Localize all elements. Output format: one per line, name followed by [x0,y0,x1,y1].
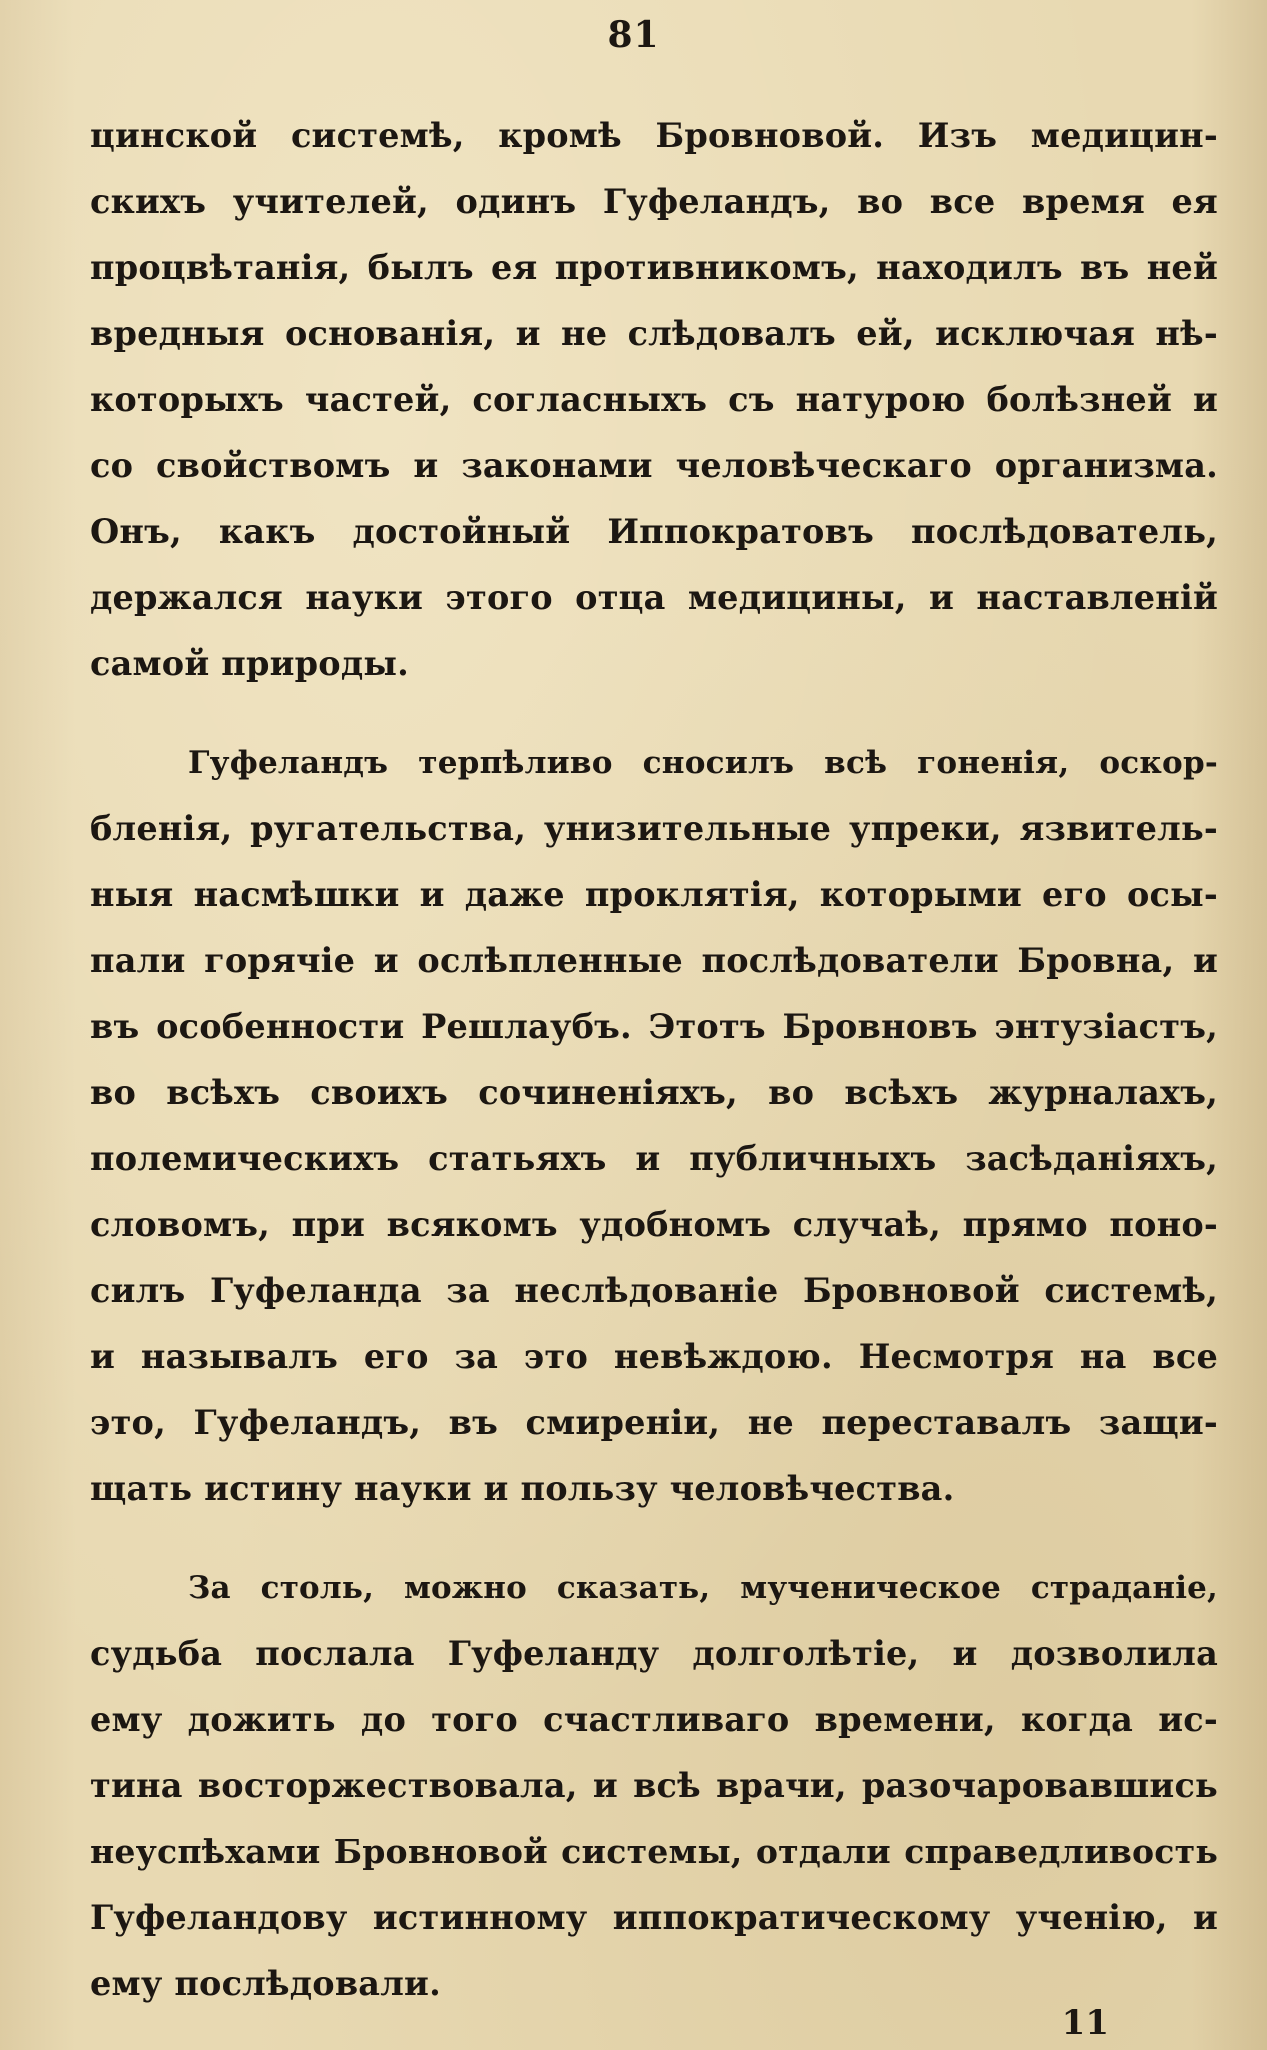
text-line: вредныя основанія, и не слѣдовалъ ей, исключая нѣ- [90,314,1218,353]
text-line: щать истину науки и пользу человѣчества. [90,1469,955,1508]
text-line: цинской системѣ, кромѣ Бровновой. Изъ медицин- [90,116,1218,155]
text-line: судьба послала Гуфеланду долголѣтіе, и дозволила [90,1634,1218,1673]
paragraph-gap [90,697,1218,730]
text-line: неуспѣхами Бровновой системы, отдали справедливость [90,1832,1218,1871]
text-line: бленія, ругательства, унизительные упреки, язвитель- [90,809,1218,848]
text-line: самой природы. [90,644,409,683]
text-line: Гуфеландъ терпѣливо сносилъ всѣ гоненія, оскор- [188,745,1218,781]
text-line: скихъ учителей, одинъ Гуфеландъ, во все время ея [90,182,1218,221]
text-line: это, Гуфеландъ, въ смиреніи, не переставалъ защи- [90,1403,1218,1442]
text-line: полемическихъ статьяхъ и публичныхъ засѣданіяхъ, [90,1139,1218,1178]
printer-signature-mark: 11 [1061,2003,1109,2043]
text-line: словомъ, при всякомъ удобномъ случаѣ, прямо поно- [90,1205,1218,1244]
text-line: и называлъ его за это невѣждою. Несмотря на все [90,1337,1218,1376]
page-number: 81 [607,14,660,56]
text-line: во всѣхъ своихъ сочиненіяхъ, во всѣхъ журналахъ, [90,1073,1218,1112]
text-line: Онъ, какъ достойный Иппократовъ послѣдователь, [90,512,1218,551]
text-line: ныя насмѣшки и даже проклятія, которыми его осы- [90,875,1218,914]
text-line: которыхъ частей, согласныхъ съ натурою болѣзней и [90,380,1218,419]
paragraph-2 [90,730,1218,1522]
paragraph-3 [90,1555,1218,2017]
text-line: силъ Гуфеланда за неслѣдованіе Бровновой системѣ, [90,1271,1218,1310]
text-line: со свойствомъ и законами человѣческаго организма. [90,446,1218,485]
text-line: Гуфеландову истинному иппократическому ученію, и [90,1898,1218,1937]
text-line: ему дожить до того счастливаго времени, когда ис- [90,1700,1218,1739]
text-line: держался науки этого отца медицины, и наставленій [90,578,1218,617]
text-line: За столь, можно сказать, мученическое страданіе, [188,1570,1218,1606]
text-line: процвѣтанія, былъ ея противникомъ, находилъ въ ней [90,248,1218,287]
text-line: тина восторжествовала, и всѣ врачи, разочаровавшись [90,1766,1218,1805]
paragraph-gap [90,1522,1218,1555]
text-line: въ особенности Решлаубъ. Этотъ Бровновъ энтузіастъ, [90,1007,1218,1046]
body-text [90,103,1218,2017]
paragraph-1 [90,103,1218,697]
text-line: пали горячіе и ослѣпленные послѣдователи Бровна, и [90,941,1218,980]
text-line: ему послѣдовали. [90,1964,441,2003]
